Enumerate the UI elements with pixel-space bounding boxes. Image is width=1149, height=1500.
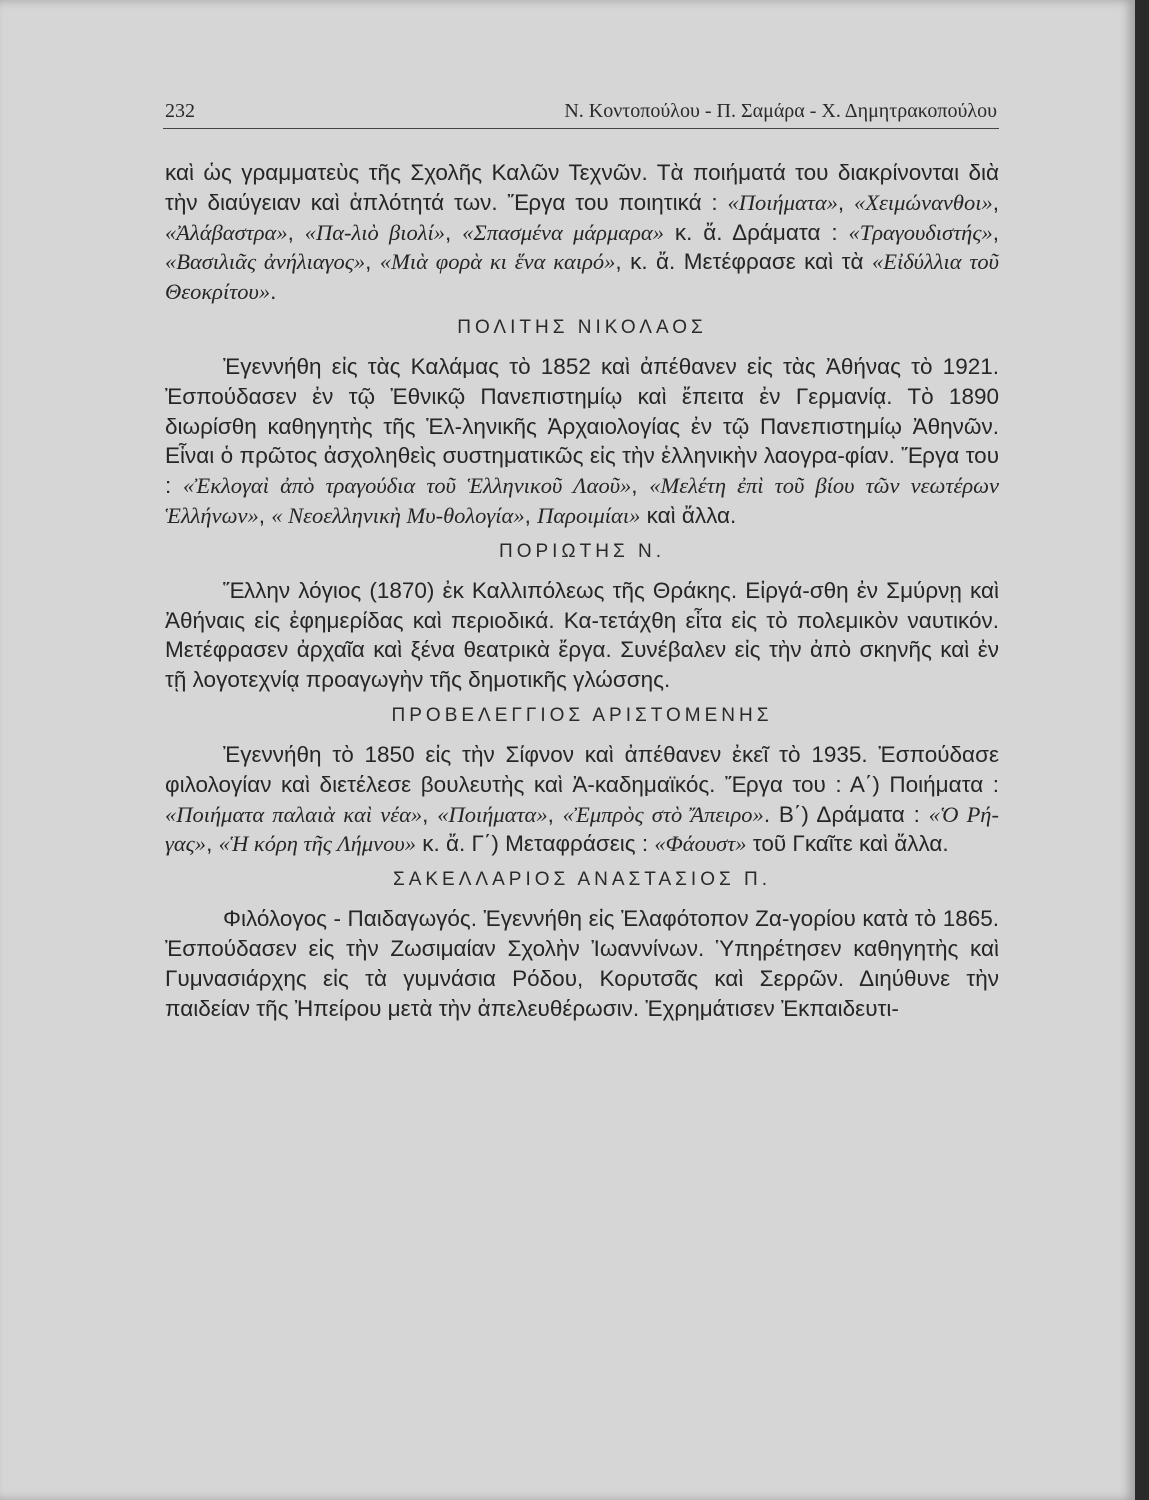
work-title: «Τραγουδιστής» xyxy=(848,219,993,245)
work-title: «Μελέτη ἐπὶ τοῦ βίου τῶν νεωτέρων Ἑλλήνων» xyxy=(165,473,999,528)
entry-paragraph-politis xyxy=(165,352,999,531)
text-run: καὶ ἄλλα. xyxy=(640,502,737,528)
separator: , xyxy=(837,189,855,215)
text-run: Ἐγεννήθη εἰς τὰς Καλάμας τὸ 1852 καὶ ἀπέθανεν εἰς τὰς Ἀθήνας τὸ 1921. Ἐσπούδασεν ἐν τῷ Ἐθνικῷ Πανεπιστημίῳ καὶ ἔπειτα ἐν Γερμανίᾳ. Τὸ 1890 διωρίσθη καθηγητὴς τῆς Ἑλ-ληνικῆς Ἀρχαιολογίας ἐν τῷ Πανεπιστημίῳ Ἀθηνῶν. Εἶναι ὁ πρῶτος ἀσχοληθεὶς συστηματικῶς εἰς τὴν ἑλληνικὴν λαογρα-φίαν. Ἔργα του : xyxy=(165,353,999,499)
separator: , xyxy=(258,502,272,528)
work-title: «Βασιλιᾶς ἀνήλιαγος» xyxy=(165,249,366,275)
work-title: «Εἰδύλλια τοῦ Θεοκρίτου» xyxy=(165,249,999,305)
text-run: . xyxy=(270,279,277,305)
work-title: «Σπασμένα μάρμαρα» xyxy=(462,219,664,245)
work-title: «Ποιήματα» xyxy=(727,189,838,215)
entry-paragraph-sakellarios: Φιλόλογος - Παιδαγωγός. Ἐγεννήθη εἰς Ἐλαφότοπον Ζα-γορίου κατὰ τὸ 1865. Ἐσπούδασεν εἰς τὴν Ζωσιμαίαν Σχολὴν Ἰωαννίνων. Ὑπηρέτησεν καθηγητὴς καὶ Γυμνασιάρχης εἰς τὰ γυμνάσια Ρόδου, Κορυτσᾶς καὶ Σερρῶν. Διηύθυνε τὴν παιδείαν τῆς Ἠπείρου μετὰ τὴν ἀπελευθέρωσιν. Ἐχρημάτισεν Ἐκπαιδευτι- xyxy=(165,906,999,1021)
page-header xyxy=(163,98,999,129)
work-title: «Μιὰ φορὰ κι ἕνα καιρό» xyxy=(379,249,616,275)
work-title: «Χειμώνανθοι» xyxy=(854,189,993,215)
entry-heading-sakellarios: ΣΑΚΕΛΛΑΡΙΟΣ ΑΝΑΣΤΑΣΙΟΣ Π. xyxy=(392,869,772,891)
separator: , xyxy=(422,801,438,827)
separator: , xyxy=(631,473,650,499)
work-title: «Ἐμπρὸς στὸ Ἄπειρο» xyxy=(562,801,764,827)
separator: , xyxy=(365,249,380,275)
text-run: κ. ἄ. Γ΄) Μεταφράσεις : xyxy=(415,831,655,857)
work-title: «Ὁ Ρή-γας» xyxy=(165,801,999,857)
text-run: . Β΄) Δράματα : xyxy=(763,801,929,827)
separator: , xyxy=(444,219,463,245)
separator: , xyxy=(287,219,305,245)
entry-paragraph-poriotis: Ἕλλην λόγιος (1870) ἐκ Καλλιπόλεως τῆς Θράκης. Εἰργά-σθη ἐν Σμύρνῃ καὶ Ἀθήναις εἰς ἐφημερίδας καὶ περιοδικά. Κα-τετάχθη εἶτα εἰς τὸ πολεμικὸν ναυτικόν. Μετέφρασεν ἀρχαῖα καὶ ξένα θεατρικὰ ἔργα. Συνέβαλεν εἰς τὴν ἀπὸ σκηνῆς καὶ ἐν τῇ λογοτεχνίᾳ προαγωγὴν τῆς δημοτικῆς γλώσσης. xyxy=(165,577,999,693)
work-title: «Ποιήματα παλαιὰ καὶ νέα» xyxy=(165,801,423,827)
body-text xyxy=(165,158,999,1023)
work-title: «Πα-λιὸ βιολί» xyxy=(304,219,445,245)
separator: , xyxy=(547,801,563,827)
separator: , xyxy=(206,831,219,857)
work-title: «Ἀλάβαστρα» xyxy=(165,219,288,245)
work-title: « Νεοελληνικὴ Μυ-θολογία» xyxy=(271,502,525,528)
intro-paragraph xyxy=(165,158,999,307)
separator: , xyxy=(524,502,538,528)
text-run: κ. ἄ. Δράματα : xyxy=(663,219,849,245)
text-run: καὶ ὡς γραμματεὺς τῆς Σχολῆς Καλῶν Τεχνῶν. Τὰ ποιήματά του διακρίνονται διὰ τὴν διαύγειαν καὶ ἁπλότητά των. Ἔργα του ποιητικά : xyxy=(165,160,999,215)
page-number: 232 xyxy=(165,100,195,122)
scan-edge xyxy=(1135,0,1149,1500)
entry-heading-poriotis: ΠΟΡΙΩΤΗΣ Ν. xyxy=(498,540,665,562)
text-run: , κ. ἄ. Μετέφρασε καὶ τὰ xyxy=(615,249,872,275)
work-title: «Ἐκλογαὶ ἀπὸ τραγούδια τοῦ Ἑλληνικοῦ Λαοῦ» xyxy=(183,473,632,499)
text-run: τοῦ Γκαῖτε καὶ ἄλλα. xyxy=(746,831,949,857)
running-title: Ν. Κοντοπούλου - Π. Σαμάρα - Χ. Δημητρακοπούλου xyxy=(564,100,997,122)
entry-heading-provelengios: ΠΡΟΒΕΛΕΓΓΙΟΣ ΑΡΙΣΤΟΜΕΝΗΣ xyxy=(391,704,773,726)
text-run: Ἐγεννήθη τὸ 1850 εἰς τὴν Σίφνον καὶ ἀπέθανεν ἐκεῖ τὸ 1935. Ἐσπούδασε φιλολογίαν καὶ διετέλεσε βουλευτὴς καὶ Ἀ-καδημαϊκός. Ἔργα του : Α΄) Ποιήματα : xyxy=(165,741,999,797)
separator: , xyxy=(992,219,999,245)
work-title: «Φάουστ» xyxy=(654,831,747,857)
work-title: «Ποιήματα» xyxy=(437,801,548,827)
work-title: Παροιμίαι» xyxy=(537,502,641,528)
entry-paragraph-provelengios xyxy=(165,740,999,859)
entry-heading-politis: ΠΟΛΙΤΗΣ ΝΙΚΟΛΑΟΣ xyxy=(457,316,707,338)
separator: , xyxy=(992,189,999,215)
work-title: «Ἡ κόρη τῆς Λήμνου» xyxy=(218,831,416,857)
